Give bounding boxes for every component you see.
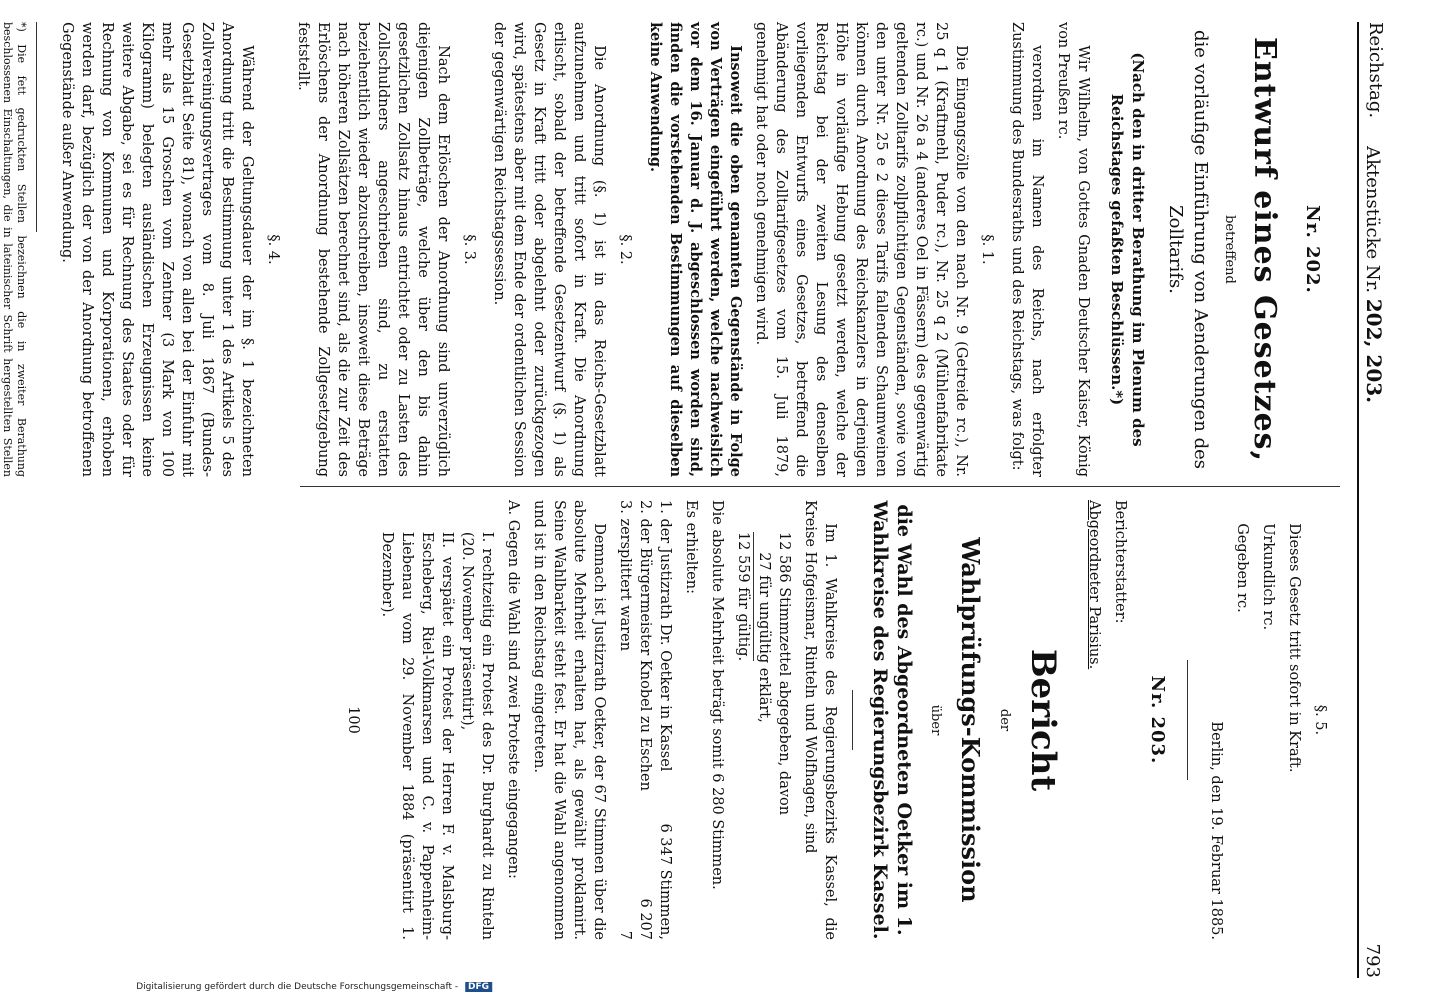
doc-nr-203: Nr. 203. xyxy=(1147,675,1168,765)
digitization-credit xyxy=(136,982,1422,996)
section-5-heading: §. 5. xyxy=(1312,704,1328,736)
ueber-label: über xyxy=(928,704,944,736)
reporter-label: Berichterstatter: xyxy=(1112,500,1129,624)
section-1-insertion: Insoweit die oben genannten Gegenstände in Folge von Verträgen eingeführt werden, welche nachweislich vor dem 16. Januar d. J. abgeschlossen worden sind, finden die vorstehenden Bestimmungen auf dieselben keine Anwendung. xyxy=(646,22,744,477)
report-conclusion: Demnach ist Justizrath Oetker, der 67 Stimmen über die absolute Mehrheit erhalten hat, als gewählt proklamirt. Seine Wahlbarkeit steht fest. Er hat die Wahl angenommen und ist in den Reichstag eingetreten. xyxy=(530,500,607,940)
separator-2 xyxy=(852,690,853,750)
reading-note: (Nach den in dritter Berathung im Plenum des Reichstages gefaßten Beschlüssen.*) xyxy=(1108,52,1148,447)
right-column xyxy=(40,500,1340,940)
intro-verordnen: verordnen im Namen des Reichs, nach erfolgter Zustimmung des Bundesraths und des Reichstags, was folgt: xyxy=(1008,22,1045,477)
report-topic: die Wahl des Abgeordneten Oetker im 1. Wahlkreise des Regierungsbezirk Kassel. xyxy=(868,500,916,940)
section-5-text: Dieses Gesetz tritt sofort in Kraft. xyxy=(1286,523,1302,773)
protest-2: II. verspätet ein Protest der Herren F. v. Malsburg-Escheberg, Riel-Volkmarsen und C. v. Pappenheim-Liebenau vom 29. November 1884 (präsentirt 1. Dezember). xyxy=(378,531,455,940)
sheet-number: 100 xyxy=(344,706,361,734)
section-3-text: Nach dem Erlöschen der Anordnung sind unverzüglich diejenigen Zollbeträge, welche über den bis dahin gesetzlichen Zollsatz hinaus entrichtet oder zu Lasten des Zollschuldners angeschrieben sind, zu erstatten beziehentlich wieder abzuschreiben, insoweit diese Beträge nach höheren Zollsätzen berechnet sind, als die zur Zeit des Erlöschens der Anordnung bestehende Zollgesetzgebung feststellt. xyxy=(294,22,451,477)
section-1-heading: §. 1. xyxy=(978,234,995,265)
page-header xyxy=(1357,22,1402,978)
intro-wilhelm: Wir Wilhelm, von Gottes Gnaden Deutscher Kaiser, König von Preußen rc. xyxy=(1054,22,1091,477)
section-4-heading: §. 4. xyxy=(264,234,281,265)
candidate-1 xyxy=(655,500,675,940)
protests-intro: A. Gegen die Wahl sind zwei Proteste eingegangen: xyxy=(504,500,521,879)
section-2-heading: §. 2. xyxy=(616,234,633,265)
gegeben: Gegeben rc. xyxy=(1234,523,1250,613)
section-2-text: Die Anordnung (§. 1) ist in das Reichs-Gesetzblatt aufzunehmen und tritt sofort in Kraft. Die Anordnung erlischt, sobald der betreffende Gesetzentwurf (§. 1) als Gesetz in Kraft tritt oder abgelehnt oder zurückgezogen wird, spätestens aber mit dem Ende der ordentlichen Session der gegenwärtigen Reichstagssession. xyxy=(490,22,607,477)
page-number: 793 xyxy=(1362,943,1383,978)
dfg-logo: DFG xyxy=(465,982,492,992)
section-1-text: Die Eingangszölle von den nach Nr. 9 (Getreide rc.), Nr. 25 q 1 (Kraftmehl, Puder rc.), Nr. 25 q 2 (Mühlenfabrikate rc.) und Nr. 26 a 4 (anderes Oel in Fässern) des gegenwärtig geltenden Zolltarifs zollpflichtigen Gegenständen, sowie von den unter Nr. 25 e 2 dieses Tarifs fallenden Schaumweinen können durch Anordnung des Reichskanzlers in derjenigen Höhe in vorläufige Hebung gesetzt werden, welche der Reichstag bei der zweiten Lesung des denselben vorliegenden Entwurfs eines Gesetzes, betreffend die Abänderung des Zolltarifgesetzes vom 15. Juli 1879, genehmigt hat oder noch genehmigen wird. xyxy=(752,22,969,477)
bill-subtitle: die vorläufige Einführung von Aenderungen des Zolltarifs. xyxy=(1165,29,1211,470)
column-divider xyxy=(300,486,1340,487)
absolute-majority: Die absolute Mehrheit beträgt somit 6 280 Stimmen. xyxy=(708,500,725,890)
header-doc-numbers: 202, 203. xyxy=(1362,298,1386,404)
betreffend-label: betreffend xyxy=(1221,215,1237,284)
candidate-1-name: 1. der Justizrath Dr. Oetker in Kassel xyxy=(656,500,673,772)
votes-cast: 12 586 Stimmzettel abgegeben, davon xyxy=(775,531,792,816)
section-3-heading: §. 3. xyxy=(460,234,477,265)
section-4-text: Während der Geltungsdauer der im §. 1 bezeichneten Anordnung tritt die Bestimmung unter 1 des Artikels 5 des Zollvereinigungsvertrages vom 8. Juli 1867 (Bundes-Gesetzblatt Seite 81), wonach von allen bei der Einfuhr mit mehr als 15 Groschen vom Zentner (3 Mark von 100 Kilogramm) belegten ausländischen Erzeugnissen keine weitere Abgabe, sei es für Rechnung des Staates oder für Rechnung von Kommunen und Korporationen, erhoben werden darf, bezüglich der von der Anordnung betroffenen Gegenstände außer Anwendung. xyxy=(58,22,255,477)
commission-name: Wahlprüfungs-Kommission xyxy=(956,537,986,903)
header-reichstag: Reichstag. xyxy=(1365,22,1386,119)
left-column xyxy=(0,22,1340,477)
der-label: der xyxy=(997,708,1013,732)
candidate-2 xyxy=(635,500,655,940)
footnote-rule xyxy=(36,22,37,232)
header-aktenstuecke: Aktenstücke Nr. xyxy=(1362,146,1383,294)
doc-nr-202: Nr. 202. xyxy=(1302,205,1323,294)
protest-1: I. rechtzeitig ein Protest des Dr. Burghardt zu Rinteln (20. November präsentirt), xyxy=(458,531,495,940)
footnote: *) Die fett gedruckten Stellen bezeichnen die in zweiter Berathung beschlossenen Einschaltungen, die in lateinischer Schrift hergestellten Stellen xyxy=(0,22,28,477)
reporter-name: Abgeordneter Parisius. xyxy=(1086,500,1103,670)
separator xyxy=(1187,660,1188,780)
report-title: Bericht xyxy=(1023,648,1064,792)
vote-tally xyxy=(733,532,794,940)
header-doc-ref xyxy=(1362,146,1386,403)
urkundlich: Urkundlich rc. xyxy=(1260,523,1276,631)
candidate-1-votes: 6 347 Stimmen, xyxy=(656,823,673,940)
candidate-2-votes: 6 207 xyxy=(636,898,653,940)
candidate-3-votes: 7 xyxy=(616,930,633,940)
report-intro: Im 1. Wahlkreise des Regierungsbezirks Kassel, die Kreise Hofgeismar, Rinteln und Wolfhagen, sind xyxy=(801,500,838,940)
candidate-3 xyxy=(615,500,635,940)
credit-text: Digitalisierung gefördert durch die Deutsche Forschungsgemeinschaft - xyxy=(136,982,459,992)
received-label: Es erhielten: xyxy=(682,500,699,594)
votes-invalid: 27 für ungültig erklärt, xyxy=(755,552,772,723)
bill-title: Entwurf eines Gesetzes, xyxy=(1247,36,1283,463)
candidate-3-name: 3. zersplittert waren xyxy=(616,500,633,652)
candidate-2-name: 2. der Bürgermeister Knobel zu Eschen xyxy=(636,500,653,791)
votes-valid: 12 559 für gültig. xyxy=(733,532,754,661)
signing-date: Berlin, den 19. Februar 1885. xyxy=(1208,721,1224,940)
